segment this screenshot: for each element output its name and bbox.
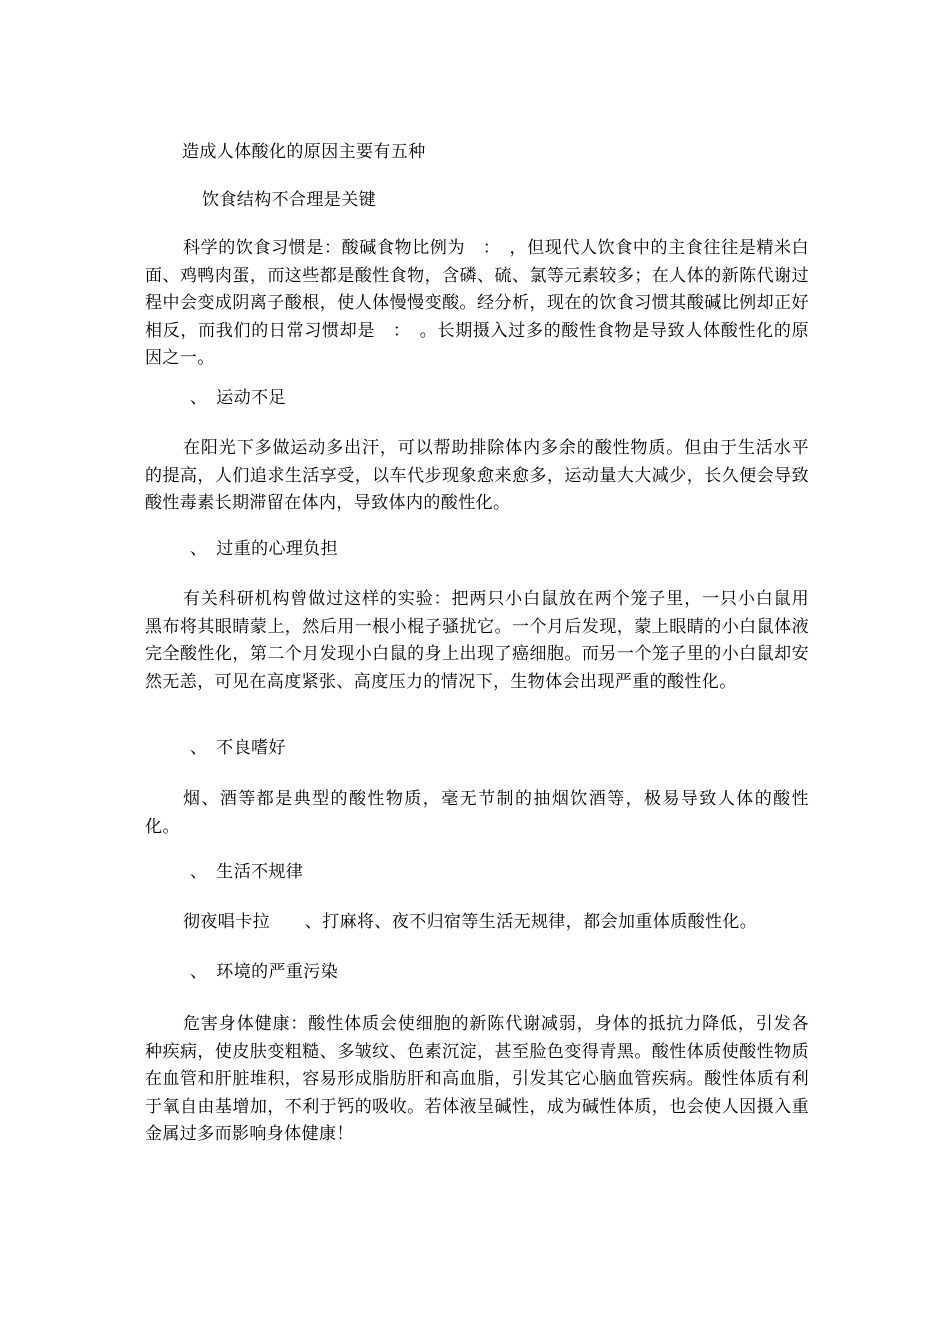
document-title: 造成人体酸化的原因主要有五种 [182, 142, 426, 162]
section-heading-pollution: 、 环境的严重污染 [190, 962, 339, 982]
section-heading-diet: 饮食结构不合理是关键 [202, 190, 376, 210]
section-heading-irregular-life: 、 生活不规律 [190, 862, 304, 882]
section-heading-habits: 、 不良嗜好 [190, 738, 286, 758]
section-body-habits: 烟、酒等都是典型的酸性物质，毫无节制的抽烟饮酒等，极易导致人体的酸性化。 [145, 789, 809, 837]
section-body-stress: 有关科研机构曾做过这样的实验：把两只小白鼠放在两个笼子里，一只小白鼠用黑布将其眼睛蒙上，然后用一根小棍子骚扰它。一个月后发现，蒙上眼睛的小白鼠体液完全酸性化，第二个月发现小白鼠的身上出现了癌细胞。而另一个笼子里的小白鼠却安然无恙，可见在高度紧张、高度压力的情况下，生物体会出现严重的酸性化。 [145, 589, 809, 692]
section-heading-exercise: 、 运动不足 [190, 388, 286, 408]
section-heading-stress: 、 过重的心理负担 [190, 539, 339, 559]
section-body-pollution: 危害身体健康：酸性体质会使细胞的新陈代谢减弱，身体的抵抗力降低，引发各种疾病，使皮肤变粗糙、多皱纹、色素沉淀，甚至脸色变得青黑。酸性体质使酸性物质在血管和肝脏堆积，容易形成脂肪肝和高血脂，引发其它心脑血管疾病。酸性体质有利于氧自由基增加，不利于钙的吸收。若体液呈碱性，成为碱性体质，也会使人因摄入重金属过多而影响身体健康！ [145, 1014, 809, 1144]
section-body-exercise: 在阳光下多做运动多出汗，可以帮助排除体内多余的酸性物质。但由于生活水平的提高，人们追求生活享受，以车代步现象愈来愈多，运动量大大减少，长久便会导致酸性毒素长期滞留在体内，导致体内的酸性化。 [145, 438, 809, 513]
section-body-irregular-life: 彻夜唱卡拉 、打麻将、夜不归宿等生活无规律，都会加重体质酸性化。 [183, 912, 758, 932]
section-body-diet: 科学的饮食习惯是：酸碱食物比例为 ： ，但现代人饮食中的主食往往是精米白面、鸡鸭肉蛋，而这些都是酸性食物，含磷、硫、氯等元素较多；在人体的新陈代谢过程中会变成阴离子酸根，使人体慢慢变酸。经分析，现在的饮食习惯其酸碱比例却正好相反，而我们的日常习惯却是 ： 。长期摄入过多的酸性食物是导致人体酸性化的原因之一。 [145, 238, 809, 368]
